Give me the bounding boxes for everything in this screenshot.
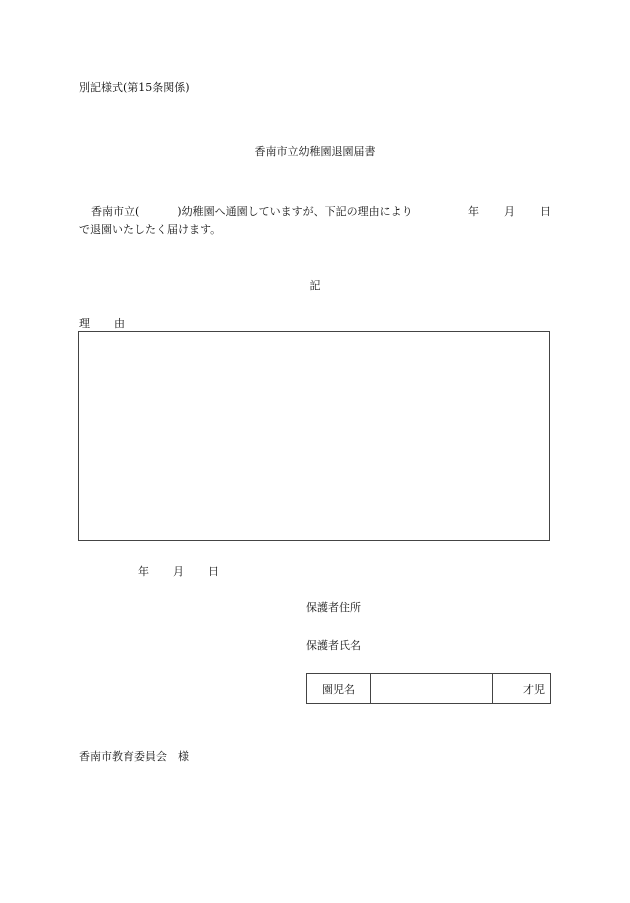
statement-prefix: 香南市立( xyxy=(91,205,140,218)
submission-month-label: 月 xyxy=(173,565,184,578)
withdrawal-date xyxy=(468,205,551,219)
reason-box[interactable] xyxy=(78,331,550,541)
withdrawal-year-label: 年 xyxy=(468,205,479,218)
submission-day-label: 日 xyxy=(208,565,219,578)
ki-heading: 記 xyxy=(309,279,321,292)
submission-year-label: 年 xyxy=(138,565,149,578)
guardian-address-label: 保護者住所 xyxy=(306,601,361,614)
guardian-name-label: 保護者氏名 xyxy=(306,639,361,652)
submission-date xyxy=(138,565,219,579)
statement-suffix: )幼稚園へ通園していますが、下記の理由により xyxy=(177,205,413,218)
statement-line-2: で退園いたしたく届けます。 xyxy=(79,223,222,236)
child-name-table xyxy=(306,673,551,704)
child-age-field[interactable] xyxy=(493,674,550,703)
reason-label-part1: 理 xyxy=(79,317,90,330)
document-title: 香南市立幼稚園退園届書 xyxy=(254,145,376,158)
child-name-label: 園児名 xyxy=(307,674,371,703)
withdrawal-day-label: 日 xyxy=(540,205,551,218)
child-name-field[interactable] xyxy=(371,674,493,703)
child-age-suffix: 才児 xyxy=(523,682,545,696)
form-reference: 別記様式(第15条関係) xyxy=(79,81,190,94)
addressee: 香南市教育委員会 様 xyxy=(79,750,189,763)
withdrawal-month-label: 月 xyxy=(504,205,515,218)
reason-label xyxy=(79,317,125,331)
statement-line-1 xyxy=(91,205,413,219)
reason-label-part2: 由 xyxy=(114,317,125,330)
